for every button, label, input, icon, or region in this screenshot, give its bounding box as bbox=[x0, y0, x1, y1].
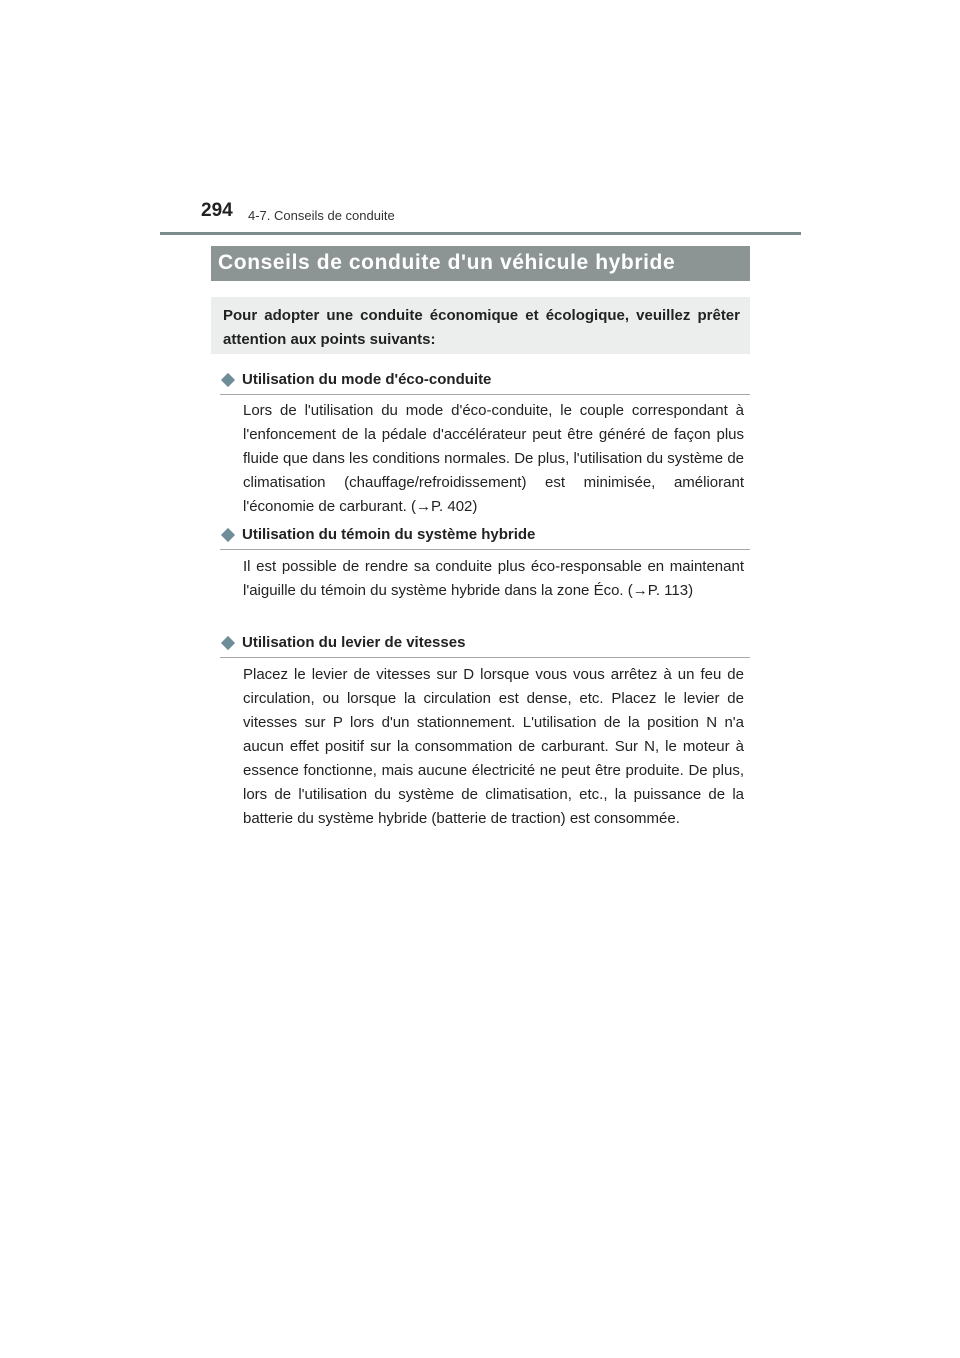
diamond-icon bbox=[221, 373, 235, 387]
page-number: 294 bbox=[201, 200, 233, 221]
section-heading-shift-lever bbox=[220, 633, 750, 658]
section-heading-label: Utilisation du témoin du système hybride bbox=[242, 526, 536, 543]
section-reference: 4-7. Conseils de conduite bbox=[248, 208, 395, 223]
section-heading-hybrid-indicator bbox=[220, 525, 750, 550]
section-heading-eco-mode bbox=[220, 370, 750, 395]
intro-text: Pour adopter une conduite économique et écologique, veuillez prêter attention aux points suivants: bbox=[223, 307, 740, 348]
header-rule bbox=[160, 232, 801, 235]
section-body-shift-lever: Placez le levier de vitesses sur D lorsque vous vous arrêtez à un feu de circulation, ou lorsque la circulation est dense, etc. Placez le levier de vitesses sur P lors d'un stationnement. L'utilisation de la position N n'a aucun effet positif sur la consommation de carburant. Sur N, le moteur à essence fonctionne, mais aucune électricité ne peut être produite. De plus, lors de l'utilisation du système de climatisation, etc., la puissance de la batterie du système hybride (batterie de traction) est consommée. bbox=[243, 666, 744, 827]
diamond-icon bbox=[221, 528, 235, 542]
diamond-icon bbox=[221, 636, 235, 650]
intro-box bbox=[211, 297, 750, 354]
page-title: Conseils de conduite d'un véhicule hybride bbox=[218, 251, 676, 274]
section-heading-label: Utilisation du mode d'éco-conduite bbox=[242, 371, 492, 388]
section-body-eco-mode: Lors de l'utilisation du mode d'éco-conduite, le couple correspondant à l'enfoncement de la pédale d'accélérateur peut être généré de façon plus fluide que dans les conditions normales. De plus, l'utilisation du système de climatisation (chauffage/refroidissement) est minimisée, améliorant l'économie de carburant. (→P. 402) bbox=[243, 402, 744, 515]
section-heading-label: Utilisation du levier de vitesses bbox=[242, 634, 466, 651]
title-bar bbox=[211, 246, 750, 281]
section-body-hybrid-indicator: Il est possible de rendre sa conduite plus éco-responsable en maintenant l'aiguille du témoin du système hybride dans la zone Éco. (→P. 113) bbox=[243, 558, 744, 599]
